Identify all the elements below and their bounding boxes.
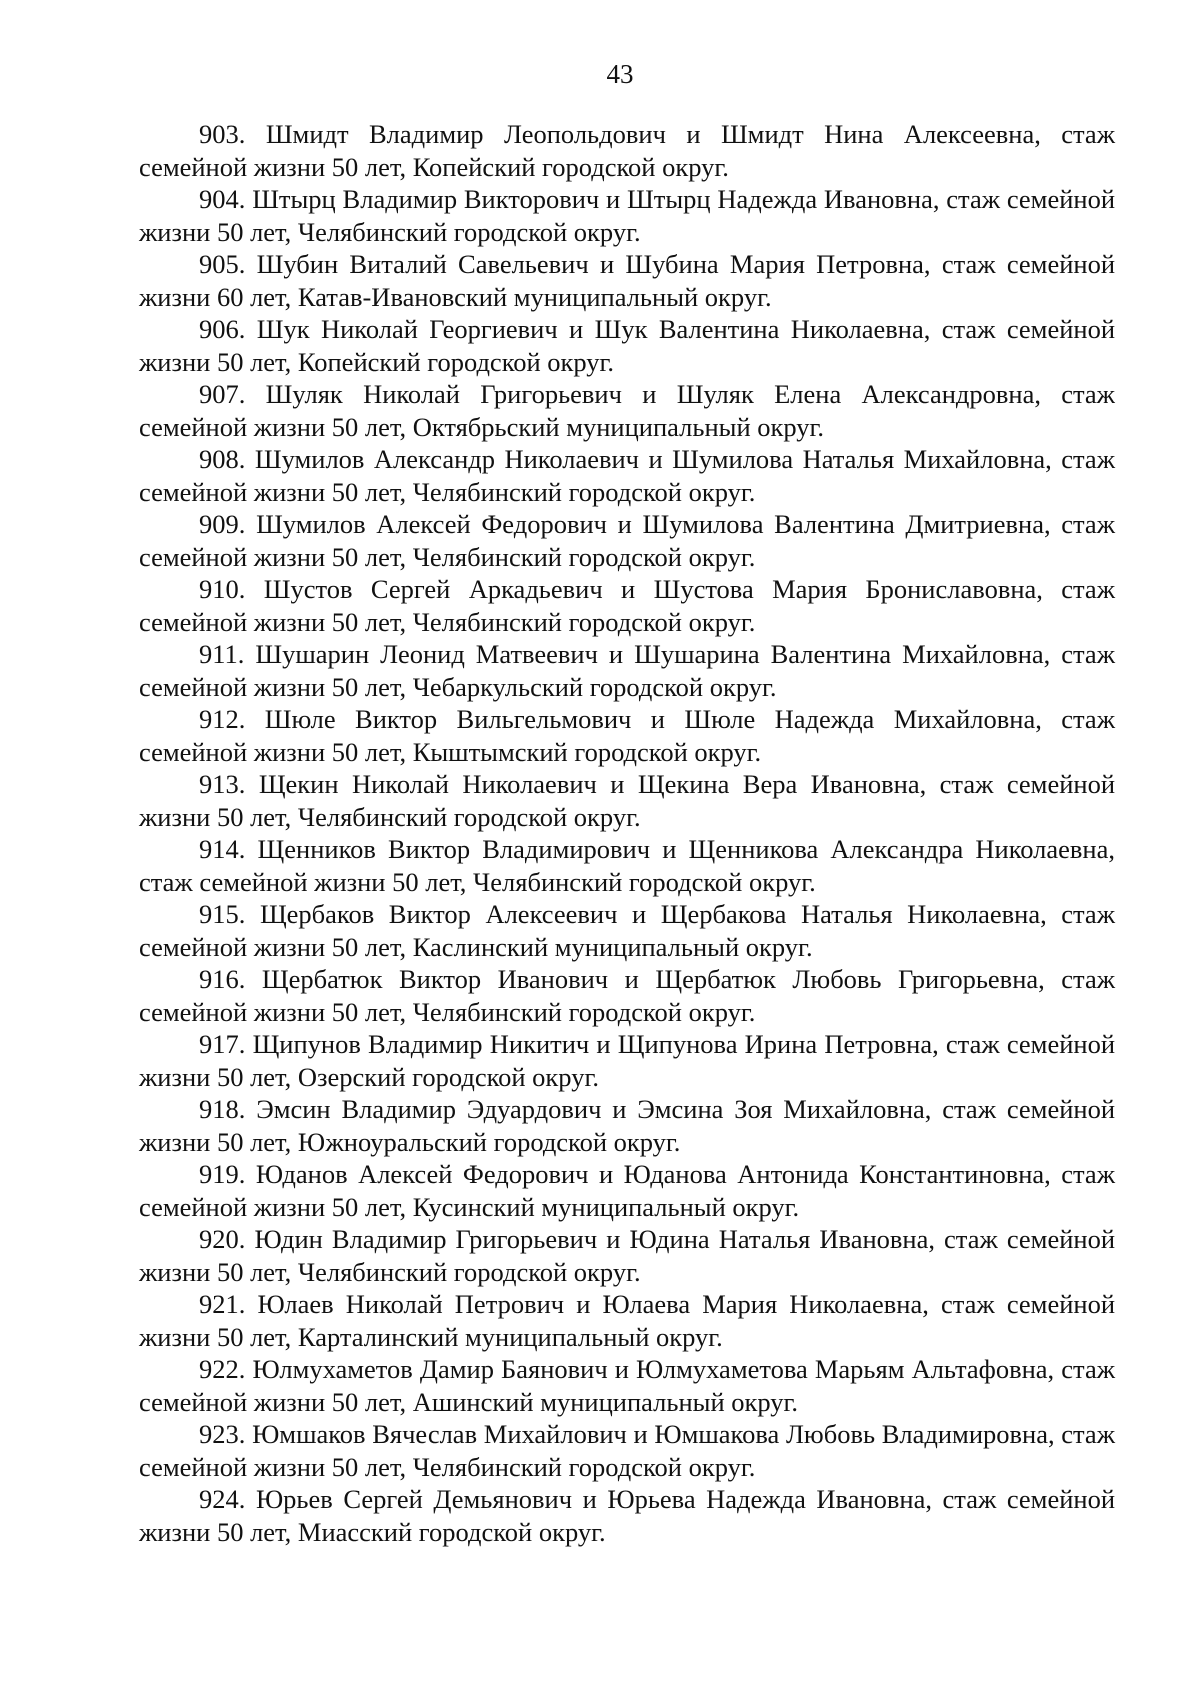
entry-text: Шук Николай Георгиевич и Шук Валентина Николаевна, стаж семейной жизни 50 лет, Копейский городской округ. — [139, 314, 1115, 377]
entry-text: Шушарин Леонид Матвеевич и Шушарина Валентина Михайловна, стаж семейной жизни 50 лет, Чебаркульский городской округ. — [139, 639, 1116, 702]
entry-text: Юдин Владимир Григорьевич и Юдина Наталья Ивановна, стаж семейной жизни 50 лет, Челябинский городской округ. — [139, 1224, 1116, 1287]
list-item — [139, 573, 1115, 638]
entry-number: 916. — [199, 964, 246, 994]
entry-number: 915. — [199, 899, 246, 929]
list-item — [139, 378, 1115, 443]
entry-text: Юмшаков Вячеслав Михайлович и Юмшакова Любовь Владимировна, стаж семейной жизни 50 лет, Челябинский городской округ. — [139, 1419, 1116, 1482]
page-number: 43 — [606, 59, 634, 89]
entry-text: Щипунов Владимир Никитич и Щипунова Ирина Петровна, стаж семейной жизни 50 лет, Озерский городской округ. — [139, 1029, 1115, 1092]
entry-text: Шумилов Александр Николаевич и Шумилова Наталья Михайловна, стаж семейной жизни 50 лет, Челябинский городской округ. — [139, 444, 1116, 507]
list-item — [139, 768, 1115, 833]
list-item — [139, 1223, 1115, 1288]
entry-number: 924. — [199, 1484, 246, 1514]
entry-text: Щенников Виктор Владимирович и Щенникова Александра Николаевна, стаж семейной жизни 50 лет, Челябинский городской округ. — [139, 834, 1115, 897]
list-item — [139, 1093, 1115, 1158]
entry-number: 903. — [199, 119, 246, 149]
entry-number: 909. — [199, 509, 246, 539]
entry-text: Шумилов Алексей Федорович и Шумилова Валентина Дмитриевна, стаж семейной жизни 50 лет, Челябинский городской округ. — [139, 509, 1116, 572]
list-item — [139, 1158, 1115, 1223]
entry-number: 917. — [199, 1029, 246, 1059]
entry-text: Шустов Сергей Аркадьевич и Шустова Мария Брониславовна, стаж семейной жизни 50 лет, Челябинский городской округ. — [139, 574, 1116, 637]
entry-number: 908. — [199, 444, 246, 474]
entry-number: 906. — [199, 314, 246, 344]
entry-number: 914. — [199, 834, 246, 864]
entry-text: Щербатюк Виктор Иванович и Щербатюк Любовь Григорьевна, стаж семейной жизни 50 лет, Челябинский городской округ. — [139, 964, 1116, 1027]
entry-text: Шюле Виктор Вильгельмович и Шюле Надежда Михайловна, стаж семейной жизни 50 лет, Кыштымский городской округ. — [139, 704, 1115, 767]
list-item — [139, 183, 1115, 248]
entry-number: 922. — [199, 1354, 246, 1384]
list-item — [139, 898, 1115, 963]
entry-text: Шубин Виталий Савельевич и Шубина Мария Петровна, стаж семейной жизни 60 лет, Катав-Ивановский муниципальный округ. — [139, 249, 1116, 312]
entry-number: 918. — [199, 1094, 246, 1124]
list-item — [139, 963, 1115, 1028]
entry-text: Юрьев Сергей Демьянович и Юрьева Надежда Ивановна, стаж семейной жизни 50 лет, Миасский городской округ. — [139, 1484, 1116, 1547]
entry-list — [139, 118, 1115, 1548]
entry-number: 911. — [199, 639, 245, 669]
entry-text: Шмидт Владимир Леопольдович и Шмидт Нина Алексеевна, стаж семейной жизни 50 лет, Копейский городской округ. — [139, 119, 1116, 182]
entry-number: 910. — [199, 574, 246, 604]
entry-text: Щербаков Виктор Алексеевич и Щербакова Наталья Николаевна, стаж семейной жизни 50 лет, Каслинский муниципальный округ. — [139, 899, 1116, 962]
entry-text: Юлмухаметов Дамир Баянович и Юлмухаметова Марьям Альтафовна, стаж семейной жизни 50 лет, Ашинский муниципальный округ. — [139, 1354, 1116, 1417]
entry-number: 905. — [199, 249, 246, 279]
list-item — [139, 313, 1115, 378]
entry-number: 912. — [199, 704, 246, 734]
list-item — [139, 1483, 1115, 1548]
list-item — [139, 1028, 1115, 1093]
list-item — [139, 833, 1115, 898]
entry-number: 904. — [199, 184, 246, 214]
entry-number: 913. — [199, 769, 246, 799]
list-item — [139, 1353, 1115, 1418]
list-item — [139, 118, 1115, 183]
list-item — [139, 1418, 1115, 1483]
entry-number: 919. — [199, 1159, 246, 1189]
entry-text: Юданов Алексей Федорович и Юданова Антонида Константиновна, стаж семейной жизни 50 лет, Кусинский муниципальный округ. — [139, 1159, 1116, 1222]
entry-text: Штырц Владимир Викторович и Штырц Надежда Ивановна, стаж семейной жизни 50 лет, Челябинский городской округ. — [139, 184, 1115, 247]
entry-text: Щекин Николай Николаевич и Щекина Вера Ивановна, стаж семейной жизни 50 лет, Челябинский городской округ. — [139, 769, 1116, 832]
entry-number: 923. — [199, 1419, 246, 1449]
list-item — [139, 638, 1115, 703]
list-item — [139, 508, 1115, 573]
list-item — [139, 248, 1115, 313]
entry-text: Юлаев Николай Петрович и Юлаева Мария Николаевна, стаж семейной жизни 50 лет, Карталинский муниципальный округ. — [139, 1289, 1115, 1352]
entry-number: 921. — [199, 1289, 246, 1319]
entry-number: 907. — [199, 379, 246, 409]
list-item — [139, 703, 1115, 768]
list-item — [139, 1288, 1115, 1353]
list-item — [139, 443, 1115, 508]
entry-number: 920. — [199, 1224, 246, 1254]
entry-text: Шуляк Николай Григорьевич и Шуляк Елена Александровна, стаж семейной жизни 50 лет, Октябрьский муниципальный округ. — [139, 379, 1115, 442]
entry-text: Эмсин Владимир Эдуардович и Эмсина Зоя Михайловна, стаж семейной жизни 50 лет, Южноуральский городской округ. — [139, 1094, 1116, 1157]
